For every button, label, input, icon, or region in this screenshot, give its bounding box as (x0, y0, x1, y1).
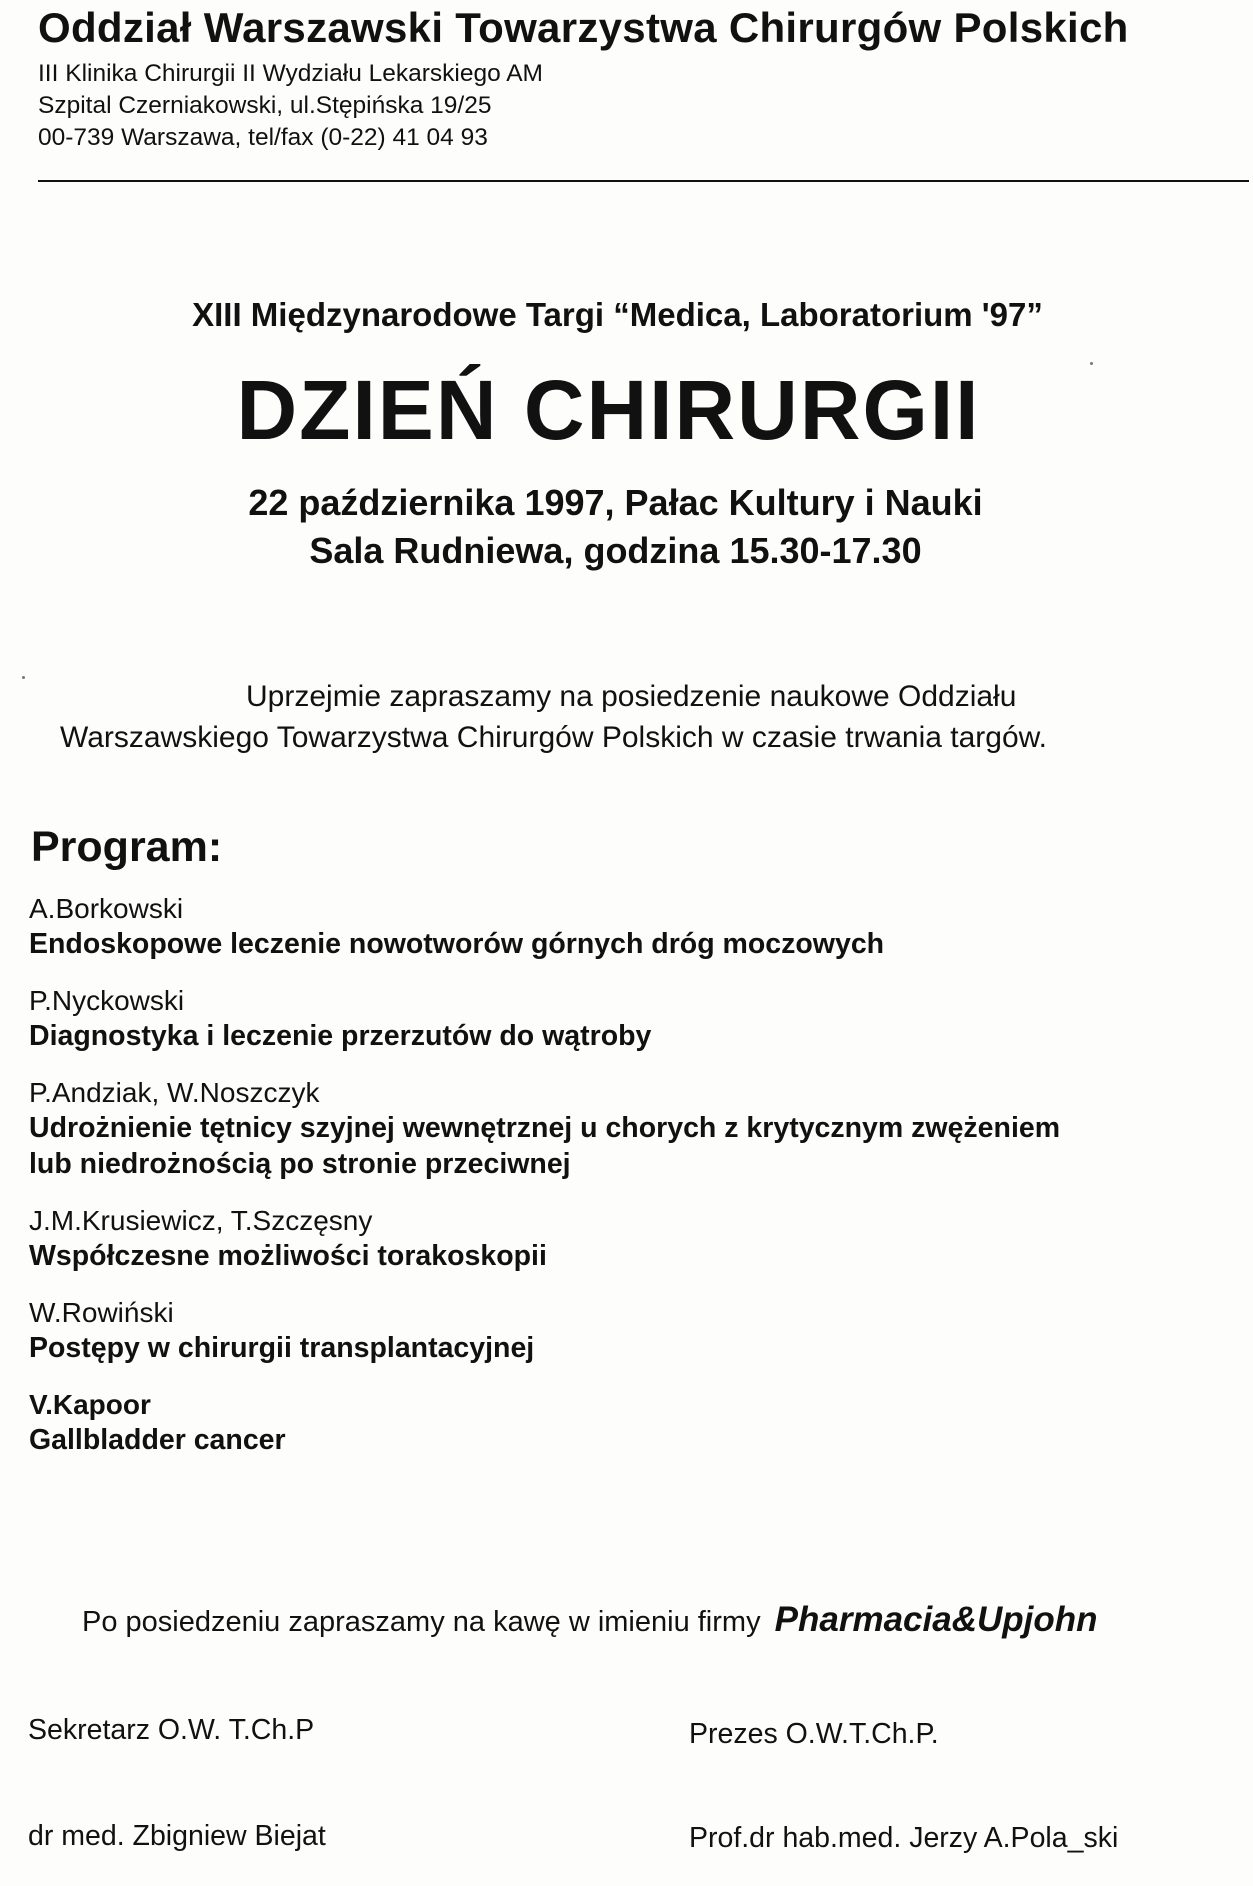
program-item-title: Współczesne możliwości torakoskopii (29, 1240, 547, 1272)
invitation-line-1: Uprzejmie zapraszamy na posiedzenie naukowe Oddziału (246, 680, 1017, 713)
sponsor-company: Pharmacia&Upjohn (774, 1600, 1098, 1639)
program-item-author: P.Nyckowski (29, 985, 185, 1016)
event-hall-time: Sala Rudniewa, godzina 15.30-17.30 (309, 530, 922, 571)
program-item-author: W.Rowiński (29, 1297, 174, 1328)
secretary-name: dr med. Zbigniew Biejat (28, 1820, 326, 1852)
program-item-title: Gallbladder cancer (29, 1424, 286, 1456)
address-line-clinic: III Klinika Chirurgii II Wydziału Lekarskiego AM (38, 60, 543, 87)
president-name: Prof.dr hab.med. Jerzy A.Pola_ski (689, 1822, 1119, 1854)
program-item-author: J.M.Krusiewicz, T.Szczęsny (29, 1205, 373, 1236)
program-item (29, 892, 1229, 962)
secretary-role: Sekretarz O.W. T.Ch.P (28, 1714, 315, 1746)
event-date-place: 22 października 1997, Pałac Kultury i Nauki (248, 482, 983, 523)
coffee-invitation (82, 1600, 1098, 1640)
address-line-city-phone: 00-739 Warszawa, tel/fax (0-22) 41 04 93 (38, 124, 488, 151)
program-item-title: Postępy w chirurgii transplantacyjnej (29, 1332, 535, 1364)
program-item-author: P.Andziak, W.Noszczyk (29, 1077, 320, 1108)
scan-speck (22, 676, 25, 679)
program-item (29, 1296, 1229, 1366)
event-name: XIII Międzynarodowe Targi “Medica, Laboratorium '97” (192, 296, 1043, 333)
program-item (29, 1076, 1229, 1182)
coffee-invitation-text: Po posiedzeniu zapraszamy na kawę w imieniu firmy (82, 1606, 761, 1638)
organization-name: Oddział Warszawski Towarzystwa Chirurgów Polskich (38, 4, 1129, 51)
header-divider (38, 180, 1249, 182)
program-item-title: Endoskopowe leczenie nowotworów górnych dróg moczowych (29, 928, 885, 960)
program-list (29, 892, 1229, 1480)
program-item-author: A.Borkowski (29, 893, 184, 924)
invitation-line-2: Warszawskiego Towarzystwa Chirurgów Polskich w czasie trwania targów. (60, 721, 1048, 754)
program-item-title: Udrożnienie tętnicy szyjnej wewnętrznej u chorych z krytycznym zwężeniem lub niedrożnością po stronie przeciwnej (29, 1112, 1061, 1180)
program-item-author: V.Kapoor (29, 1389, 151, 1420)
program-item (29, 1204, 1229, 1274)
scan-speck (1090, 362, 1093, 365)
program-heading: Program: (31, 823, 223, 871)
page-title: DZIEŃ CHIRURGII (236, 363, 981, 457)
program-item (29, 1388, 1229, 1458)
program-item (29, 984, 1229, 1054)
program-item-title: Diagnostyka i leczenie przerzutów do wątroby (29, 1020, 652, 1052)
address-line-hospital: Szpital Czerniakowski, ul.Stępińska 19/25 (38, 92, 492, 119)
president-role: Prezes O.W.T.Ch.P. (689, 1718, 939, 1750)
